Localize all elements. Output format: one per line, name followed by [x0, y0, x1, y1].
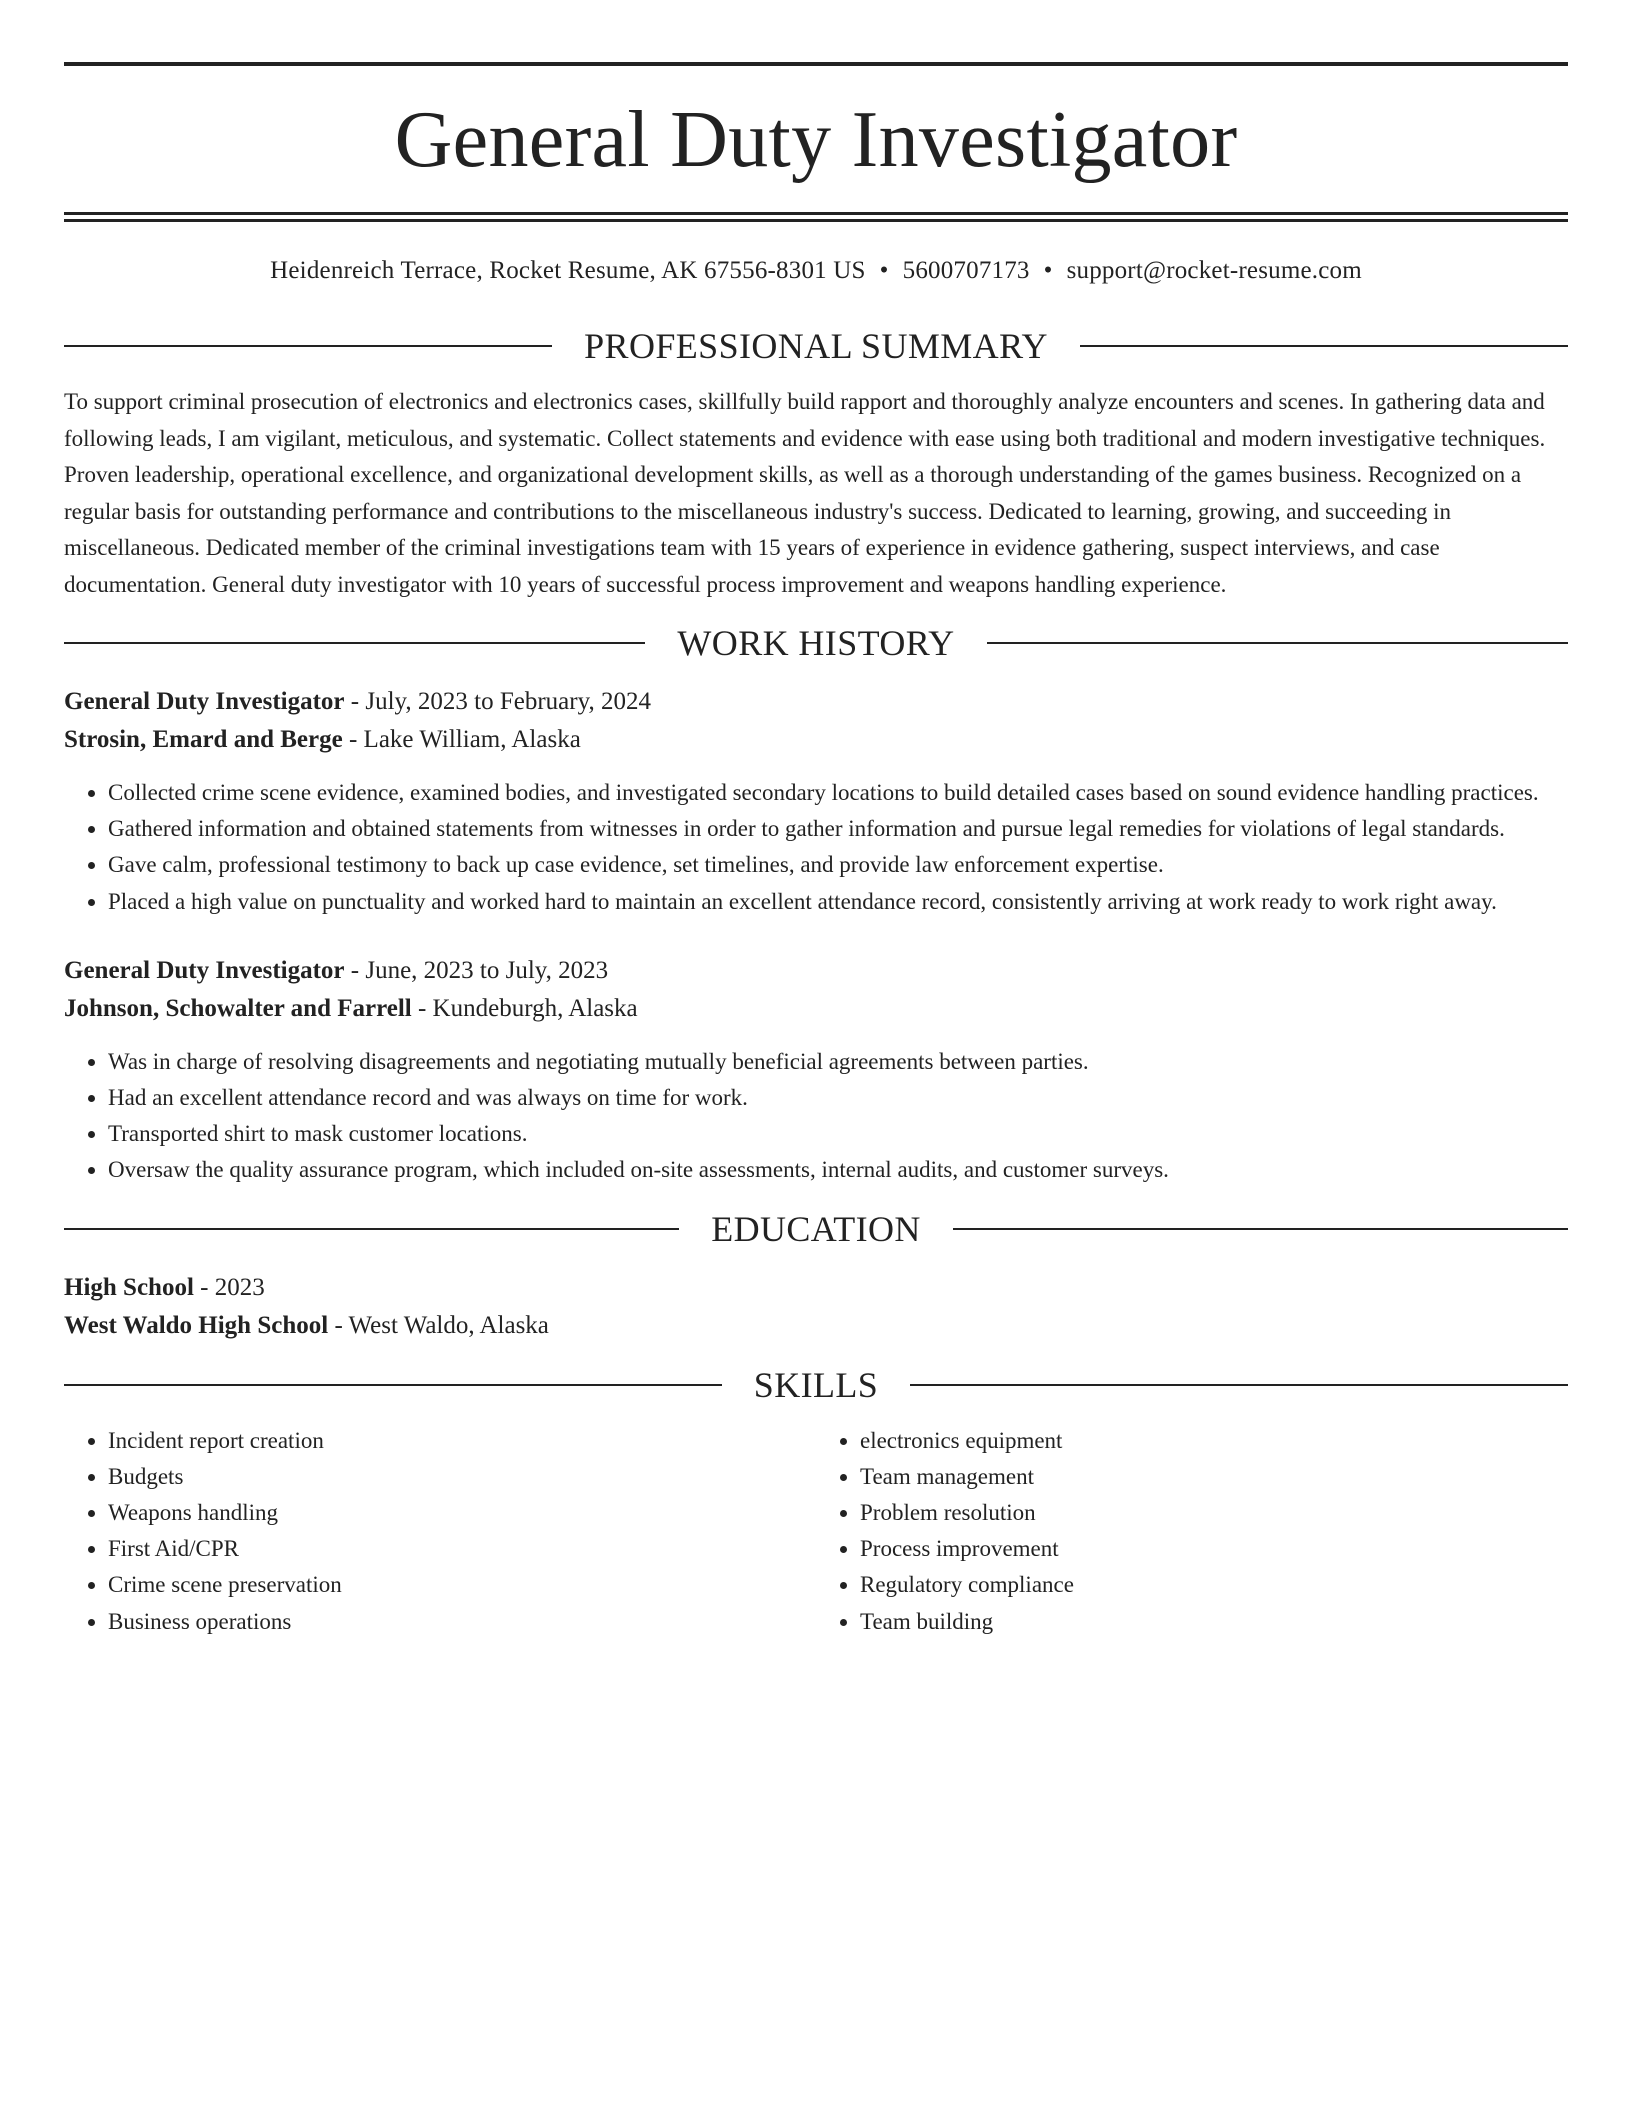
degree-name: High School [64, 1273, 194, 1301]
skill-item: • First Aid/CPR [108, 1531, 816, 1567]
heading-rule-right [953, 1228, 1568, 1230]
list-item: • Collected crime scene evidence, examined bodies, and investigated secondary locations to build detailed cases based on sound evidence handling practices. [108, 775, 1568, 811]
company-line [64, 990, 1568, 1028]
list-item: • Gathered information and obtained statements from witnesses in order to gather information and pursue legal remedies for violations of legal standards. [108, 811, 1568, 847]
heading-rule-left [64, 642, 645, 644]
skill-item: • Crime scene preservation [108, 1567, 816, 1603]
job-title: General Duty Investigator [64, 956, 345, 984]
job-entry [64, 952, 1568, 1189]
heading-rule-left [64, 345, 552, 347]
skills-column-left [64, 1423, 816, 1640]
skill-item: • Team building [860, 1604, 1568, 1640]
skills-column-right [816, 1423, 1568, 1640]
summary-heading-label: PROFESSIONAL SUMMARY [584, 326, 1048, 366]
contact-email: support@rocket-resume.com [1066, 257, 1362, 284]
skills-heading [64, 1364, 1568, 1405]
summary-heading [64, 328, 1568, 364]
contact-separator: • [1043, 257, 1053, 284]
contact-address: Heidenreich Terrace, Rocket Resume, AK 67556-8301 US [270, 257, 866, 284]
job-bullets [64, 775, 1568, 920]
skill-item: • electronics equipment [860, 1423, 1568, 1459]
skill-item: • Business operations [108, 1604, 816, 1640]
company-name: Strosin, Emard and Berge [64, 726, 343, 753]
job-title-line [64, 683, 1568, 721]
company-line [64, 721, 1568, 759]
skill-item: • Budgets [108, 1459, 816, 1495]
company-location: - Lake William, Alaska [342, 726, 581, 753]
contact-line [64, 256, 1568, 286]
work-history-heading [64, 625, 1568, 661]
list-item: • Was in charge of resolving disagreements and negotiating mutually beneficial agreements between parties. [108, 1044, 1568, 1080]
title-double-rule [64, 212, 1568, 222]
heading-rule-right [1080, 345, 1568, 347]
company-name: Johnson, Schowalter and Farrell [64, 994, 412, 1022]
school-location: - West Waldo, Alaska [328, 1311, 549, 1339]
list-item: • Transported shirt to mask customer locations. [108, 1116, 1568, 1152]
work-history-heading-label: WORK HISTORY [677, 623, 955, 663]
job-bullets [64, 1044, 1568, 1189]
heading-rule-right [910, 1384, 1568, 1386]
contact-separator: • [879, 257, 889, 284]
resume-title: General Duty Investigator [394, 96, 1238, 184]
skill-item: • Team management [860, 1459, 1568, 1495]
list-item: • Gave calm, professional testimony to back up case evidence, set timelines, and provide law enforcement expertise. [108, 847, 1568, 883]
contact-phone: 5600707173 [902, 257, 1030, 284]
school-name: West Waldo High School [64, 1311, 329, 1339]
list-item: • Oversaw the quality assurance program, which included on-site assessments, internal audits, and customer surveys. [108, 1152, 1568, 1188]
job-title: General Duty Investigator [64, 688, 345, 715]
education-heading-label: EDUCATION [711, 1208, 921, 1249]
education-heading [64, 1208, 1568, 1249]
skill-item: • Problem resolution [860, 1495, 1568, 1531]
skills-list [64, 1423, 1568, 1640]
summary-text: To support criminal prosecution of electronics and electronics cases, skillfully build rapport and thoroughly analyze encounters and scenes. In gathering data and following leads, I am vigilant, meticulous, and systematic. Collect statements and evidence with ease using both traditional and modern investigative techniques. Proven leadership, operational excellence, and organizational development skills, as well as a thorough understanding of the games business. Recognized on a regular basis for outstanding performance and contributions to the miscellaneous industry's success. Dedicated to learning, growing, and succeeding in miscellaneous. Dedicated member of the criminal investigations team with 15 years of experience in evidence gathering, suspect interviews, and case documentation. General duty investigator with 10 years of successful process improvement and weapons handling experience. [64, 389, 1546, 597]
school-line [64, 1307, 1568, 1345]
list-item: • Had an excellent attendance record and was always on time for work. [108, 1080, 1568, 1116]
job-dates: - July, 2023 to February, 2024 [344, 688, 651, 715]
heading-rule-left [64, 1384, 722, 1386]
degree-line [64, 1269, 1568, 1307]
skill-item: • Regulatory compliance [860, 1567, 1568, 1603]
education-entry [64, 1269, 1568, 1345]
heading-rule-left [64, 1228, 679, 1230]
heading-rule-right [987, 642, 1568, 644]
job-dates: - June, 2023 to July, 2023 [344, 956, 609, 984]
skill-item: • Weapons handling [108, 1495, 816, 1531]
degree-year: - 2023 [193, 1273, 265, 1301]
top-rule [64, 62, 1568, 66]
job-title-line [64, 952, 1568, 990]
list-item: • Placed a high value on punctuality and worked hard to maintain an excellent attendance record, consistently arriving at work ready to work right away. [108, 884, 1568, 920]
skill-item: • Incident report creation [108, 1423, 816, 1459]
skill-item: • Process improvement [860, 1531, 1568, 1567]
skills-heading-label: SKILLS [753, 1364, 879, 1405]
job-entry [64, 683, 1568, 920]
company-location: - Kundeburgh, Alaska [411, 994, 638, 1022]
